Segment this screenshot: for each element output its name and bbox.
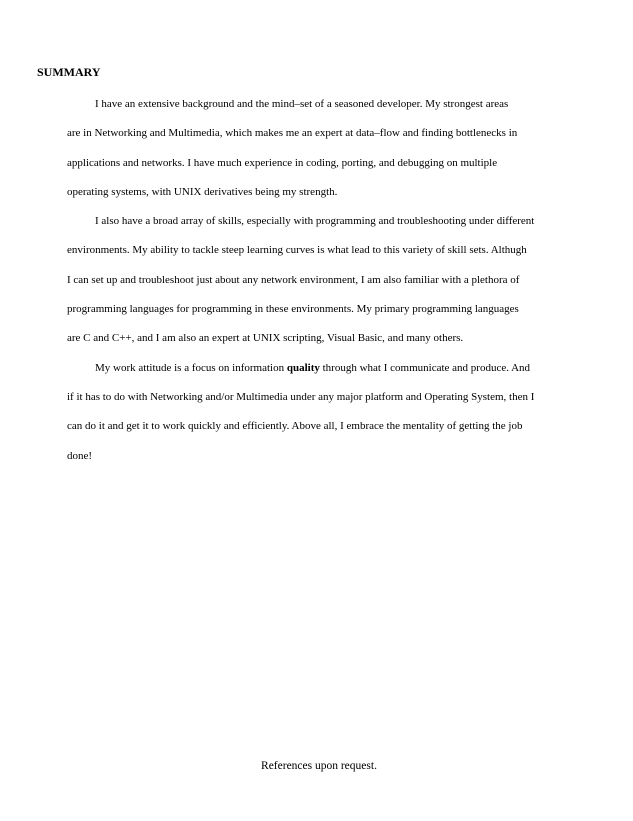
paragraph-line: are in Networking and Multimedia, which makes me an expert at data–flow and finding bottlenecks in	[67, 127, 518, 140]
summary-body	[67, 90, 585, 471]
paragraph-line: operating systems, with UNIX derivatives being my strength.	[67, 185, 338, 198]
paragraph-line: if it has to do with Networking and/or Multimedia under any major platform and Operating System, then I	[67, 390, 535, 403]
paragraph-skills	[67, 207, 585, 353]
paragraph-line: are C and C++, and I am also an expert at UNIX scripting, Visual Basic, and many others.	[67, 332, 464, 345]
section-heading-summary: SUMMARY	[37, 65, 101, 79]
paragraph-line: I can set up and troubleshoot just about any network environment, I am also familiar with a plethora of	[67, 273, 520, 286]
paragraph-line: environments. My ability to tackle steep learning curves is what lead to this variety of skill sets. Althugh	[67, 244, 527, 257]
paragraph-line	[67, 354, 585, 383]
paragraph-line: applications and networks. I have much experience in coding, porting, and debugging on multiple	[67, 156, 498, 169]
paragraph-line: I have an extensive background and the mind–set of a seasoned developer. My strongest areas	[95, 98, 509, 110]
paragraph-line: can do it and get it to work quickly and efficiently. Above all, I embrace the mentality of getting the job	[67, 420, 523, 433]
line-text: through what I communicate and produce. And	[319, 361, 531, 374]
paragraph-line: programming languages for programming in these environments. My primary programming languages	[67, 303, 519, 316]
line-text: My work attitude is a focus on information	[95, 361, 287, 374]
paragraph-background	[67, 90, 585, 207]
paragraph-line: I also have a broad array of skills, especially with programming and troubleshooting under different	[95, 215, 535, 228]
emphasis-quality: quality	[286, 361, 320, 374]
paragraph-line: done!	[67, 449, 93, 462]
paragraph-work-attitude	[67, 354, 585, 471]
references-note: References upon request.	[261, 760, 377, 772]
